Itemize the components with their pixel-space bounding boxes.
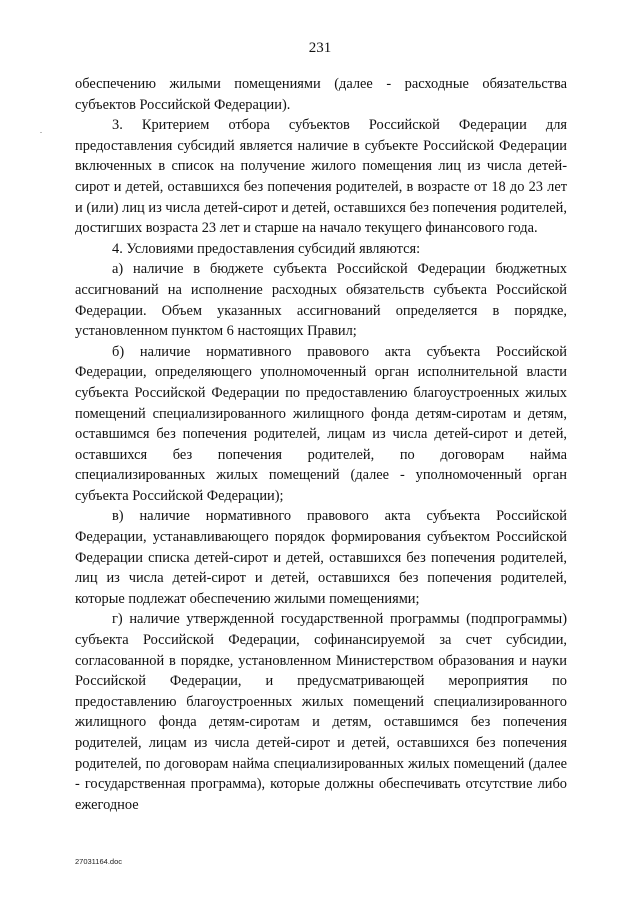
paragraph-subitem-v: в) наличие нормативного правового акта субъекта Российской Федерации, устанавливающего порядок формирования субъектом Российской Федерации списка детей-сирот и детей, оставшихся без попечения родителей, лиц из числа детей-сирот и детей, оставшихся без попечения родителей, которые подлежат обеспечению жилыми помещениями; <box>75 508 567 607</box>
paragraph-subitem-b: б) наличие нормативного правового акта субъекта Российской Федерации, определяющего уполномоченный орган исполнительной власти субъекта Российской Федерации по предоставлению благоустроенных жилых помещений специализированного жилищного фонда детям-сиротам и детям, оставшимся без попечения родителей, лицам из числа детей-сирот и детей, оставшихся без попечения родителей, по договорам найма специализированных жилых помещений (далее - уполномоченный орган субъекта Российской Федерации); <box>75 343 567 504</box>
paragraph-subitem-a: а) наличие в бюджете субъекта Российской Федерации бюджетных ассигнований на исполнение расходных обязательств субъекта Российской Федерации. Объем указанных ассигнований определяется в порядке, установленном пунктом 6 настоящих Правил; <box>75 261 567 340</box>
paragraph-item-3: 3. Критерием отбора субъектов Российской Федерации для предоставления субсидий является наличие в субъекте Российской Федерации включенных в список на получение жилого помещения лиц из числа детей-сирот и детей, оставшихся без попечения родителей, в возрасте от 18 до 23 лет и (или) лиц из числа детей-сирот и детей, оставшихся без попечения родителей, достигших возраста 23 лет и старше на начало текущего финансового года. <box>75 117 567 237</box>
document-body <box>75 74 567 815</box>
footer-filename: 27031164.doc <box>75 857 122 866</box>
paragraph-subitem-g: г) наличие утвержденной государственной программы (подпрограммы) субъекта Российской Федерации, софинансируемой за счет субсидии, согласованной в порядке, установленном Министерством образования и науки Российской Федерации, и предусматривающей мероприятия по предоставлению благоустроенных жилых помещений специализированного жилищного фонда детям-сиротам и детям, оставшимся без попечения родителей, лицам из числа детей-сирот и детей, оставшихся без попечения родителей, по договорам найма специализированных жилых помещений (далее - государственная программа), которые должны обеспечивать отсутствие либо ежегодное <box>75 611 567 813</box>
page-number: 231 <box>308 40 332 56</box>
paragraph-item-4: 4. Условиями предоставления субсидий являются: <box>112 240 421 257</box>
margin-mark <box>40 132 42 133</box>
paragraph-continuation: обеспечению жилыми помещениями (далее - расходные обязательства субъектов Российской Федерации). <box>75 76 567 113</box>
